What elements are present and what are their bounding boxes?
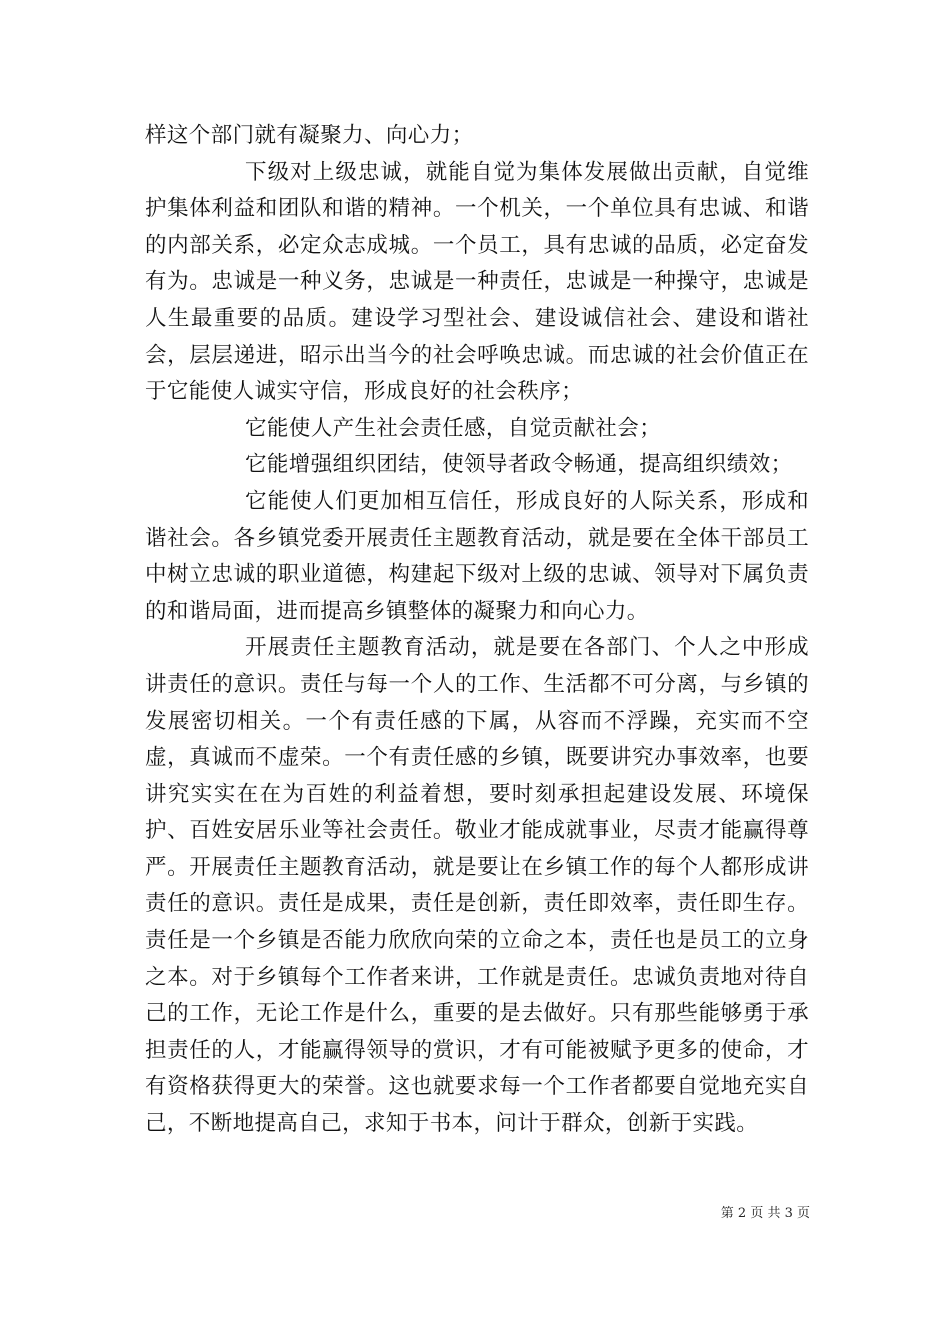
paragraph-3: 它能使人产生社会责任感，自觉贡献社会； <box>245 415 662 441</box>
paragraph-1: 样这个部门就有凝聚力、向心力； <box>145 123 474 148</box>
document-body <box>145 118 809 1143</box>
page-number-footer: 第 2 页 共 3 页 <box>720 1206 810 1221</box>
paragraph-4: 它能增强组织团结，使领导者政令畅通，提高组织绩效； <box>245 452 793 478</box>
paragraph-6: 开展责任主题教育活动，就是要在各部门、个人之中形成讲责任的意识。责任与每一个人的工作、生活都不可分离，与乡镇的发展密切相关。一个有责任感的下属，从容而不浮躁，充实而不空虚，真诚而不虚荣。一个有责任感的乡镇，既要讲究办事效率，也要讲究实实在在为百姓的利益着想，要时刻承担起建设发展、环境保护、百姓安居乐业等社会责任。敬业才能成就事业，尽责才能赢得尊严。开展责任主题教育活动，就是要让在乡镇工作的每个人都形成讲责任的意识。责任是成果，责任是创新，责任即效率，责任即生存。责任是一个乡镇是否能力欣欣向荣的立命之本，责任也是员工的立身之本。对于乡镇每个工作者来讲，工作就是责任。忠诚负责地对待自己的工作，无论工作是什么，重要的是去做好。只有那些能够勇于承担责任的人，才能赢得领导的赏识，才有可能被赋予更多的使命，才有资格获得更大的荣誉。这也就要求每一个工作者都要自觉地充实自己，不断地提高自己，求知于书本，问计于群众，创新于实践。 <box>145 635 809 1137</box>
paragraph-5: 它能使人们更加相互信任，形成良好的人际关系，形成和谐社会。各乡镇党委开展责任主题教育活动，就是要在全体干部员工中树立忠诚的职业道德，构建起下级对上级的忠诚、领导对下属负责的和谐局面，进而提高乡镇整体的凝聚力和向心力。 <box>145 488 809 624</box>
paragraph-2: 下级对上级忠诚，就能自觉为集体发展做出贡献，自觉维护集体利益和团队和谐的精神。一个机关，一个单位具有忠诚、和谐的内部关系，必定众志成城。一个员工，具有忠诚的品质，必定奋发有为。忠诚是一种义务，忠诚是一种责任，忠诚是一种操守，忠诚是人生最重要的品质。建设学习型社会、建设诚信社会、建设和谐社会，层层递进，昭示出当今的社会呼唤忠诚。而忠诚的社会价值正在于它能使人诚实守信，形成良好的社会秩序； <box>145 159 809 405</box>
